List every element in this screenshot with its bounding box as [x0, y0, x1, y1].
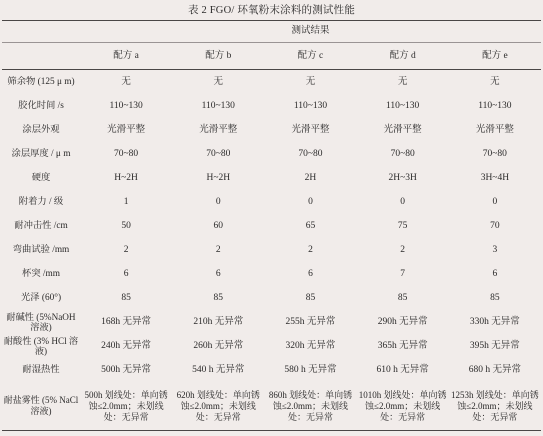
table-cell: 无 [490, 76, 500, 87]
table-cell: 60 [213, 220, 224, 231]
table-row [2, 286, 541, 310]
table-cell: 无 [397, 76, 408, 87]
table-row [2, 358, 541, 382]
table-cell: 500h 无异常 [101, 364, 152, 375]
table-cell: 860h 划线处：单向锈蚀≤2.0mm；未划线处：无异常 [264, 382, 356, 431]
table-cell: 6 [123, 268, 129, 279]
table-cell: 110~130 [293, 100, 328, 111]
table-cell: 110~130 [478, 100, 512, 111]
table-cell: 85 [490, 292, 500, 303]
corner-cell [2, 21, 80, 43]
table-cell: 光滑平整 [107, 124, 146, 135]
column-header-row [2, 43, 541, 70]
table-cell: 7 [400, 268, 406, 279]
table-row [2, 118, 541, 142]
row-label: 硬度 [31, 172, 51, 183]
table-cell: 1253h 划线处：单向锈蚀≤2.0mm；未划线处：无异常 [449, 382, 541, 431]
table-caption: 表 2 FGO/ 环氧粉末涂料的测试性能 [187, 5, 356, 16]
row-label: 涂层厚度 / μ m [11, 148, 71, 159]
table-cell: 680 h 无异常 [468, 364, 521, 375]
header-blank [2, 43, 80, 70]
table-cell: 85 [397, 292, 408, 303]
table-cell: 540 h 无异常 [192, 364, 245, 375]
table-cell: 395h 无异常 [469, 340, 520, 351]
table-cell: 光滑平整 [199, 124, 238, 135]
table-row [2, 262, 541, 286]
table-cell: 50 [121, 220, 131, 231]
column-header: 配方 a [80, 43, 172, 70]
column-header: 配方 d [357, 43, 449, 70]
table-row [2, 190, 541, 214]
table-cell: 70 [490, 220, 500, 231]
table-cell: H~2H [206, 172, 231, 183]
table-cell: 330h 无异常 [469, 316, 520, 327]
table-row [2, 310, 541, 334]
table-cell: 110~130 [386, 100, 420, 111]
table-cell: 70~80 [482, 148, 507, 159]
table-cell: 85 [121, 292, 131, 303]
test-performance-table [2, 20, 541, 431]
table-cell: 3H~4H [480, 172, 510, 183]
table-cell: 500h 划线处：单向锈蚀≤2.0mm；未划线处：无异常 [80, 382, 172, 431]
table-cell: 2 [123, 244, 129, 255]
table-cell: 75 [397, 220, 408, 231]
table-cell: 2 [400, 244, 406, 255]
row-label: 涂层外观 [22, 124, 60, 135]
table-cell: 光滑平整 [383, 124, 422, 135]
row-label: 耐碱性 (5%NaOH 溶液) [6, 311, 76, 332]
table-cell: 光滑平整 [291, 124, 330, 135]
table-row [2, 166, 541, 190]
table-cell: 260h 无异常 [193, 340, 244, 351]
table-cell: 240h 无异常 [101, 340, 152, 351]
table-row [2, 94, 541, 118]
table-cell: 1 [123, 196, 129, 207]
table-cell: 3 [492, 244, 498, 255]
table-cell: 1010h 划线处：单向锈蚀≤2.0mm；未划线处：无异常 [357, 382, 449, 431]
table-cell: 110~130 [109, 100, 143, 111]
table-cell: 70~80 [114, 148, 139, 159]
row-label: 筛余物 (125 μ m) [7, 76, 75, 87]
row-label: 耐冲击性 /cm [14, 220, 68, 231]
table-cell: 620h 划线处：单向锈蚀≤2.0mm；未划线处：无异常 [172, 382, 264, 431]
row-label: 耐盐雾性 (5% NaCl 溶液) [2, 382, 80, 431]
table-cell: 70~80 [298, 148, 323, 159]
table-cell: 无 [121, 76, 131, 87]
row-label: 耐湿热性 [22, 364, 60, 375]
table-row [2, 70, 541, 95]
table-row [2, 382, 541, 431]
row-label: 弯曲试验 /mm [12, 244, 70, 255]
table-cell: 85 [305, 292, 316, 303]
table-cell: 110~130 [201, 100, 235, 111]
table-cell: 无 [305, 76, 316, 87]
table-cell: 6 [215, 268, 221, 279]
table-cell: 70~80 [206, 148, 231, 159]
table-cell: 0 [215, 196, 221, 207]
super-header: 测试结果 [80, 21, 541, 43]
table-row [2, 142, 541, 166]
table-cell: 70~80 [390, 148, 415, 159]
table-cell: 0 [308, 196, 313, 207]
table-cell: 610 h 无异常 [376, 364, 429, 375]
table-cell: 210h 无异常 [193, 316, 244, 327]
table-row [2, 214, 541, 238]
table-cell: H~2H [114, 172, 138, 183]
table-cell: 290h 无异常 [377, 316, 428, 327]
table-cell: 580 h 无异常 [284, 364, 337, 375]
table-row [2, 238, 541, 262]
row-label: 耐酸性 (3% HCl 溶液) [3, 335, 79, 356]
column-header: 配方 b [172, 43, 264, 70]
table-cell: 2H [304, 172, 317, 183]
table-cell: 65 [305, 220, 316, 231]
row-label: 光泽 (60°) [20, 292, 62, 303]
table-cell: 2 [308, 244, 313, 255]
table-cell: 6 [492, 268, 498, 279]
table-body [2, 70, 541, 431]
table-cell: 光滑平整 [475, 124, 514, 135]
column-header: 配方 c [264, 43, 356, 70]
column-header: 配方 e [449, 43, 541, 70]
table-cell: 85 [213, 292, 224, 303]
row-label: 附着力 / 级 [18, 196, 64, 207]
row-label: 杯突 /mm [22, 268, 60, 279]
table-cell: 255h 无异常 [285, 316, 336, 327]
table-row [2, 334, 541, 358]
row-label: 胶化时间 /s [18, 100, 64, 111]
table-cell: 2 [215, 244, 221, 255]
table-cell: 2H~3H [388, 172, 417, 183]
super-header-row [2, 21, 541, 43]
table-cell: 无 [213, 76, 224, 87]
table-cell: 6 [308, 268, 313, 279]
table-cell: 0 [400, 196, 406, 207]
table-cell: 365h 无异常 [377, 340, 428, 351]
table-cell: 320h 无异常 [285, 340, 336, 351]
table-cell: 168h 无异常 [101, 316, 152, 327]
table-cell: 0 [492, 196, 498, 207]
